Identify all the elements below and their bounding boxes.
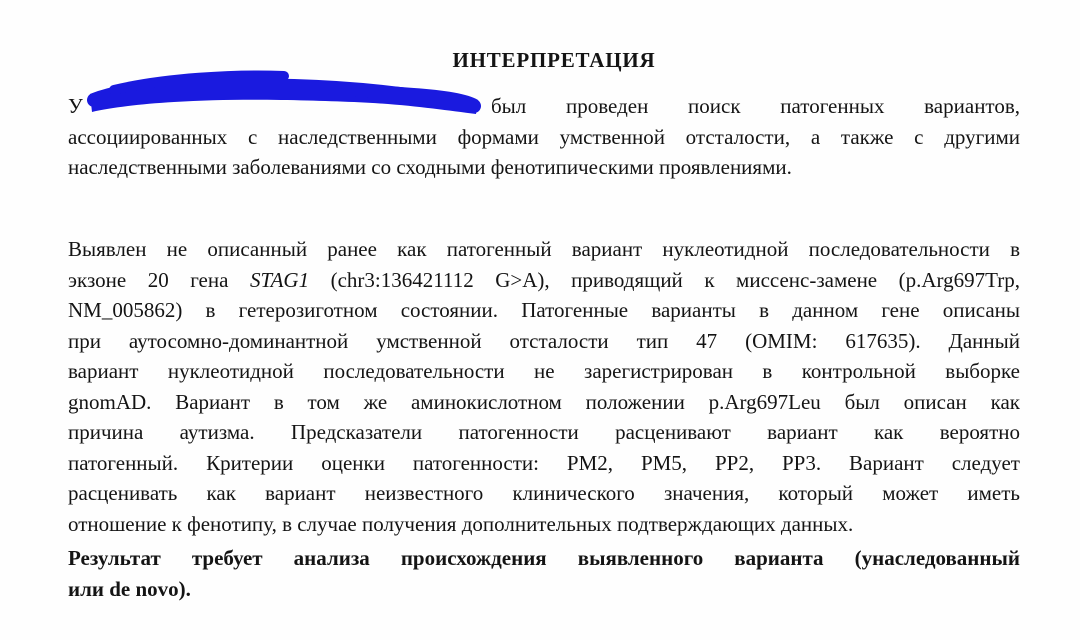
findings-line-6: gnomAD. Вариант в том же аминокислотном положении p.Arg697Leu был описан как (68, 389, 1020, 414)
findings-line-3: NM_005862) в гетерозиготном состоянии. Патогенные варианты в данном гене описаны (68, 298, 1020, 322)
intro-line-1-text: был проведен поиск патогенных вариантов, (491, 94, 1020, 118)
findings-line-10: отношение к фенотипу, в случае получения дополнительных подтверждающих данных. (68, 511, 854, 536)
conclusion-line-1: Результат требует анализа происхождения выявленного варианта (унаследованный (68, 546, 1020, 570)
conclusion-line-2: или de novo). (68, 576, 191, 601)
findings-line-2-start: экзоне 20 гена (68, 267, 250, 292)
findings-line-2 (68, 265, 1020, 296)
intro-line-1 (68, 91, 1020, 122)
findings-line-5: вариант нуклеотидной последовательности не зарегистрирован в контрольной выборке (68, 359, 1020, 383)
intro-line-3: наследственными заболеваниями со сходными фенотипическими проявлениями. (68, 155, 792, 179)
findings-line-1: Выявлен не описанный ранее как патогенный вариант нуклеотидной последовательности в (68, 237, 1020, 261)
findings-line-8: патогенный. Критерии оценки патогенности: PM2, PM5, PP2, PP3. Вариант следует (68, 450, 1020, 475)
findings-line-2-end: (chr3:136421112 G>A), приводящий к миссенс-замене (p.Arg697Trp, (309, 267, 1021, 292)
document-title: ИНТЕРПРЕТАЦИЯ (452, 48, 656, 72)
conclusion-paragraph (68, 543, 1020, 604)
intro-line-2: ассоциированных с наследственными формами умственной отсталости, а также с другими (68, 124, 1020, 149)
gene-name: STAG1 (249, 267, 310, 292)
findings-line-7: причина аутизма. Предсказатели патогенности расценивают вариант как вероятно (68, 420, 1020, 444)
findings-line-9: расценивать как вариант неизвестного клинического значения, который может иметь (68, 481, 1020, 505)
intro-paragraph (68, 91, 1020, 183)
findings-paragraph (68, 234, 1020, 539)
intro-prefix: У (68, 94, 83, 118)
findings-line-4: при аутосомно-доминантной умственной отсталости тип 47 (OMIM: 617635). Данный (68, 328, 1020, 353)
